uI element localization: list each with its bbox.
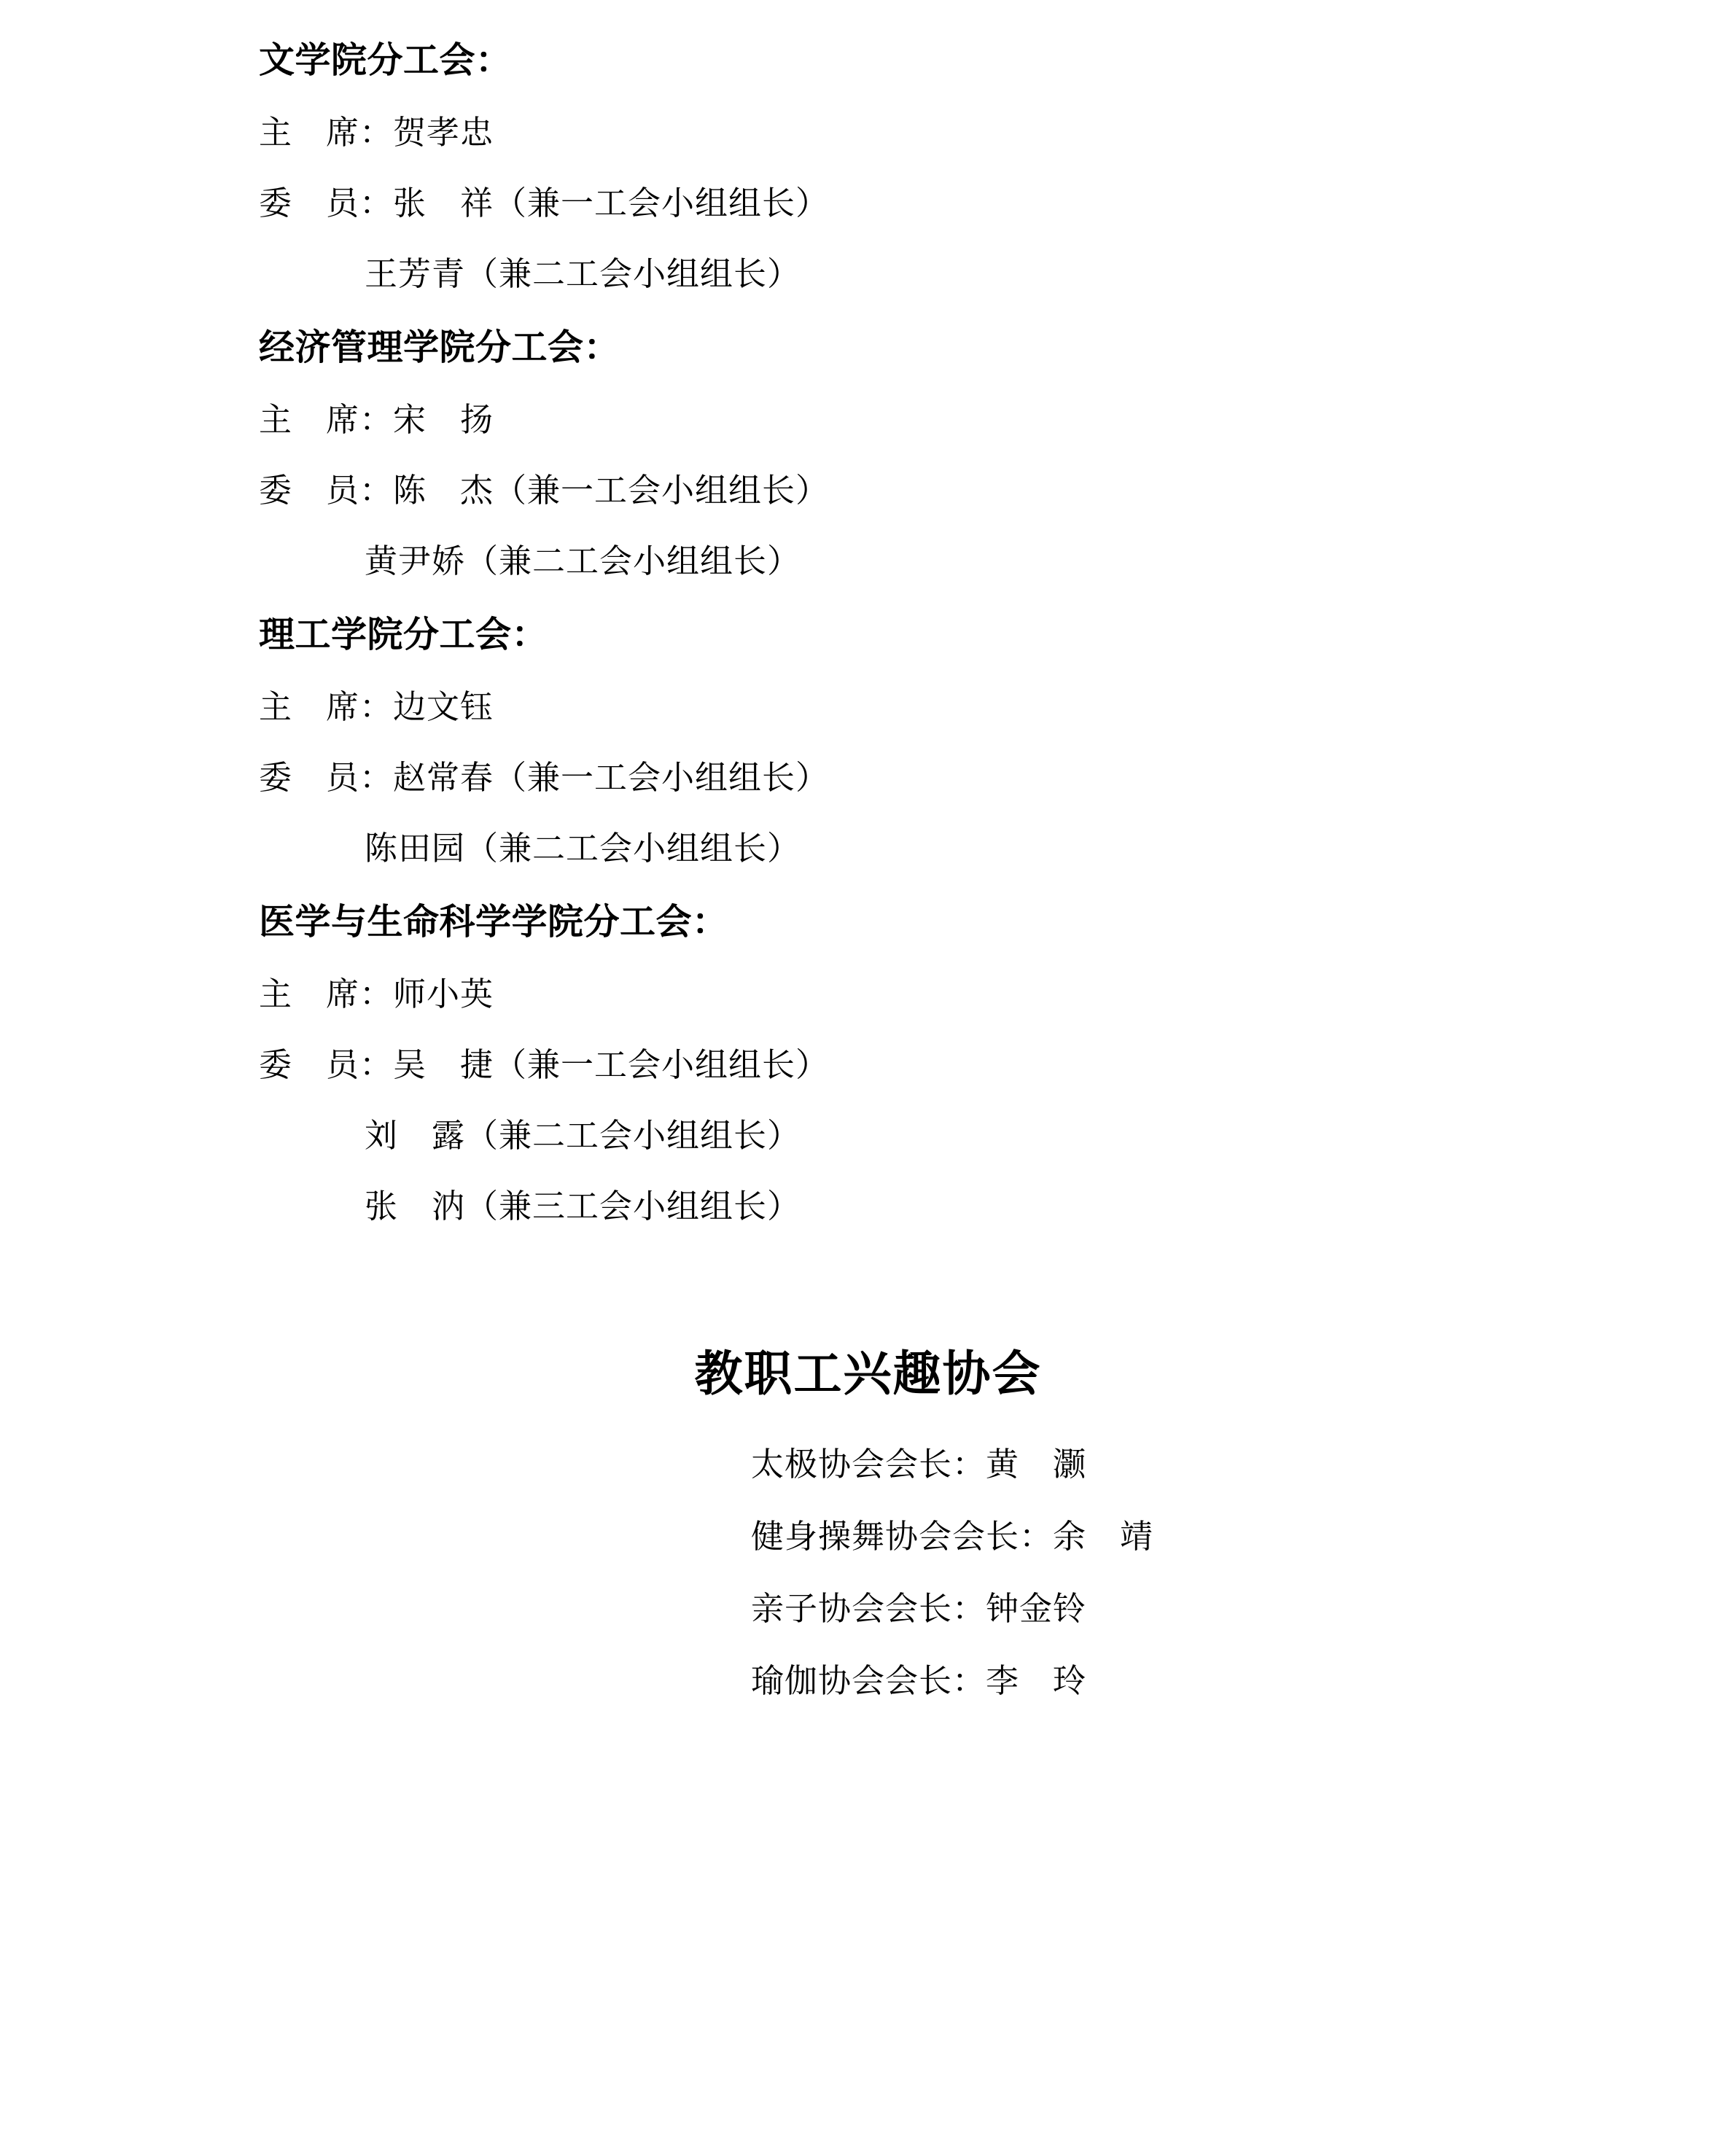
department-role-line: 刘 露（兼二工会小组组长）	[365, 1116, 801, 1155]
department-heading: 经济管理学院分工会：	[259, 327, 620, 368]
department-role-line: 委 员：吴 捷（兼一工会小组组长）	[259, 1045, 830, 1084]
department-role-line: 主 席：师小英	[259, 975, 494, 1013]
department-heading: 医学与生命科学学院分工会：	[259, 901, 728, 943]
association-section	[124, 1327, 1612, 1717]
department-section-jingjiguanli	[124, 309, 1612, 596]
department-role-line: 委 员：张 祥（兼一工会小组组长）	[259, 184, 830, 222]
department-role-line: 主 席：边文钰	[259, 687, 494, 726]
department-section-yixueyushengming	[124, 884, 1612, 1241]
association-line: 太极协会会长：黄 灏	[751, 1445, 1087, 1483]
department-role-line: 王芳青（兼二工会小组组长）	[365, 254, 801, 293]
department-section-ligongxueyuan	[124, 596, 1612, 884]
department-heading: 理工学院分工会：	[259, 614, 548, 655]
department-role-line: 陈田园（兼二工会小组组长）	[365, 829, 801, 867]
association-line: 亲子协会会长：钟金铃	[751, 1589, 1087, 1628]
association-line: 健身操舞协会会长：余 靖	[751, 1517, 1154, 1556]
department-role-line: 主 席：宋 扬	[259, 400, 494, 439]
department-role-line: 张 汭（兼三工会小组组长）	[365, 1187, 801, 1225]
department-role-line: 委 员：陈 杰（兼一工会小组组长）	[259, 471, 830, 510]
association-title: 教职工兴趣协会	[694, 1345, 1042, 1402]
department-role-line: 主 席：贺孝忠	[259, 113, 494, 152]
department-role-line: 委 员：赵常春（兼一工会小组组长）	[259, 758, 830, 797]
association-line: 瑜伽协会会长：李 玲	[751, 1661, 1087, 1700]
department-role-line: 黄尹娇（兼二工会小组组长）	[365, 542, 801, 580]
department-section-wenxueyuan	[124, 22, 1612, 309]
department-heading: 文学院分工会：	[259, 39, 512, 81]
